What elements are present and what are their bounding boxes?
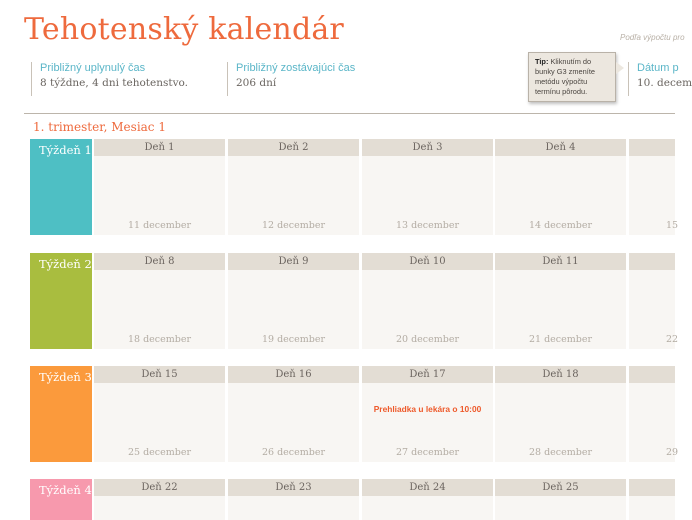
day-event[interactable]: Prehliadka u lekára o 10:00 xyxy=(373,404,482,414)
day-header: Deň 10 xyxy=(362,253,493,270)
day-date: 26 december xyxy=(261,447,325,458)
day-cell[interactable] xyxy=(495,366,626,462)
day-date: 25 december xyxy=(127,447,191,458)
stat-elapsed-value[interactable]: 8 týždne, 4 dni tehotenstvo. xyxy=(40,77,188,89)
tip-text: Kliknutím do bunky G3 zmeníte metódu výpočtu termínu pôrodu. xyxy=(535,57,595,96)
week-label[interactable]: Týždeň 4 xyxy=(30,479,92,520)
week-label[interactable]: Týždeň 2 xyxy=(30,253,92,349)
day-cell[interactable] xyxy=(228,366,359,462)
day-date: 27 december xyxy=(395,447,459,458)
week-label[interactable]: Týždeň 1 xyxy=(30,139,92,235)
day-cell[interactable] xyxy=(94,366,225,462)
page-title: Tehotenský kalendár xyxy=(24,12,344,47)
day-cell[interactable] xyxy=(629,479,675,520)
day-header xyxy=(629,366,675,383)
day-header: Deň 8 xyxy=(94,253,225,270)
stat-remaining-value[interactable]: 206 dní xyxy=(236,77,277,89)
day-header: Deň 3 xyxy=(362,139,493,156)
day-cell[interactable] xyxy=(362,366,493,462)
tip-title: Tip: xyxy=(535,57,549,66)
day-date: 12 december xyxy=(261,220,325,231)
day-cell[interactable] xyxy=(228,139,359,235)
day-cell[interactable] xyxy=(94,479,225,520)
day-date: 19 december xyxy=(261,334,325,345)
day-cell[interactable] xyxy=(362,139,493,235)
day-header: Deň 22 xyxy=(94,479,225,496)
stat-remaining xyxy=(227,62,355,96)
day-cell[interactable] xyxy=(94,253,225,349)
stat-elapsed xyxy=(31,62,188,96)
day-header: Deň 25 xyxy=(495,479,626,496)
month-label: 1. trimester, Mesiac 1 xyxy=(33,120,166,134)
day-cell[interactable] xyxy=(228,253,359,349)
tip-callout xyxy=(528,52,616,102)
day-cell[interactable] xyxy=(495,479,626,520)
stat-due-date xyxy=(628,62,692,96)
calculation-note: Podľa výpočtu pro xyxy=(620,33,685,42)
day-date: 20 december xyxy=(395,334,459,345)
day-date: 28 december xyxy=(528,447,592,458)
day-date: 21 december xyxy=(528,334,592,345)
day-cell[interactable] xyxy=(629,139,679,235)
stat-elapsed-label: Približný uplynulý čas xyxy=(40,62,146,74)
day-header: Deň 17 xyxy=(362,366,493,383)
day-header xyxy=(629,479,675,496)
day-date: 29 xyxy=(666,447,679,458)
day-cell[interactable] xyxy=(362,253,493,349)
day-header: Deň 11 xyxy=(495,253,626,270)
week-label[interactable]: Týždeň 3 xyxy=(30,366,92,462)
day-header: Deň 2 xyxy=(228,139,359,156)
day-date: 18 december xyxy=(127,334,191,345)
stat-remaining-label: Približný zostávajúci čas xyxy=(236,62,356,74)
day-date: 13 december xyxy=(395,220,459,231)
day-cell[interactable] xyxy=(362,479,493,520)
day-header: Deň 1 xyxy=(94,139,225,156)
day-date: 15 xyxy=(666,220,679,231)
day-cell[interactable] xyxy=(495,139,626,235)
day-header: Deň 15 xyxy=(94,366,225,383)
day-cell[interactable] xyxy=(629,253,679,349)
tip-callout-arrow xyxy=(616,62,624,74)
day-header xyxy=(629,253,675,270)
day-cell[interactable] xyxy=(228,479,359,520)
day-cell[interactable] xyxy=(629,366,679,462)
day-header: Deň 9 xyxy=(228,253,359,270)
day-header: Deň 18 xyxy=(495,366,626,383)
day-date: 14 december xyxy=(528,220,592,231)
day-cell[interactable] xyxy=(94,139,225,235)
day-cell[interactable] xyxy=(495,253,626,349)
day-header: Deň 4 xyxy=(495,139,626,156)
day-date: 11 december xyxy=(127,220,191,231)
stat-due-date-label: Dátum p xyxy=(637,62,679,74)
stat-due-date-value[interactable]: 10. decem xyxy=(637,77,692,89)
day-header: Deň 16 xyxy=(228,366,359,383)
day-header: Deň 23 xyxy=(228,479,359,496)
day-header: Deň 24 xyxy=(362,479,493,496)
header-divider xyxy=(24,113,675,114)
day-date: 22 xyxy=(666,334,679,345)
day-header xyxy=(629,139,675,156)
